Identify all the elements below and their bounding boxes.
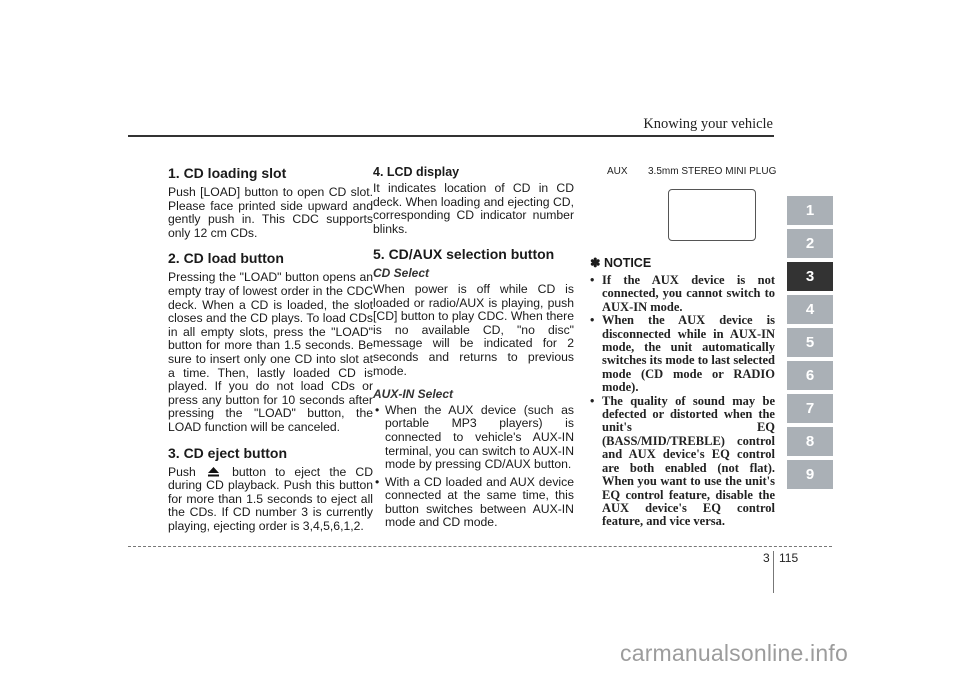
aux-select-subtitle: AUX-IN Select [373, 387, 454, 402]
column-left [168, 165, 373, 533]
section-cd-load-button-title: 2. CD load button [168, 250, 284, 267]
section-lcd-display-body: It indicates location of CD in CD deck. When loading and ejecting CD, corresponding CD indicator number blinks. [373, 181, 574, 236]
chapter-tab-4[interactable]: 4 [787, 295, 833, 324]
running-header: Knowing your vehicle [643, 116, 773, 132]
chapter-tab-7[interactable]: 7 [787, 394, 833, 423]
notice-title: ✽ NOTICE [590, 256, 652, 270]
eject-icon [205, 466, 223, 480]
aux-select-list [373, 404, 574, 530]
eject-text-pre: Push [168, 464, 196, 479]
list-item: • The quality of sound may be defected or distorted when the unit's EQ (BASS/MID/TREBLE) control and AUX device's EQ control are both enabled (not flat). When you want to use the unit's EQ control feature, disable the AUX device's EQ control feature, and vice versa. [590, 395, 775, 529]
section-cd-eject-button-title: 3. CD eject button [168, 444, 288, 461]
chapter-tab-8[interactable]: 8 [787, 427, 833, 456]
section-cd-aux-title: 5. CD/AUX selection button [373, 246, 555, 263]
eject-text-post: button to eject the CD during CD playback. Push this button for more than 1.5 seconds to eject all the CDs. If CD number 3 is currently playing, ejecting order is 3,4,5,6,1,2. [168, 464, 374, 533]
chapter-tab-3[interactable]: 3 [787, 262, 833, 291]
notice-box [590, 255, 775, 529]
chapter-tab-6[interactable]: 6 [787, 361, 833, 390]
list-item: • With a CD loaded and AUX device connected at the same time, this button switches between AUX-IN mode and CD mode. [373, 476, 574, 530]
header-rule [128, 135, 774, 137]
section-cd-loading-slot-title: 1. CD loading slot [168, 165, 287, 181]
notice-list [590, 274, 775, 529]
page-divider [773, 551, 774, 593]
chapter-tab-9[interactable]: 9 [787, 460, 833, 489]
section-cd-load-button-body: Pressing the "LOAD" button opens an empty tray of lowest order in the CDC deck. When a CD is loaded, the slot closes and the CD plays. To load CDs in all empty slots, press the "LOAD" button for more than 1.5 seconds. Be sure to insert only one CD into slot at a time. Then, lastly loaded CD is played. If you do not load CDs or press any button for 10 seconds after pressing the "LOAD" button, the LOAD function will be canceled. [168, 270, 373, 434]
cd-select-subtitle: CD Select [373, 266, 430, 281]
chapter-tab-5[interactable]: 5 [787, 328, 833, 357]
page-chapter: 3 [763, 551, 770, 565]
list-item: • If the AUX device is not connected, you cannot switch to AUX-IN mode. [590, 274, 775, 314]
column-middle [373, 165, 574, 534]
footer-rule [128, 546, 832, 547]
chapter-tab-2[interactable]: 2 [787, 229, 833, 258]
stereo-plug-label: 3.5mm STEREO MINI PLUG [648, 166, 777, 177]
watermark: carmanualsonline.info [620, 640, 848, 666]
list-item: • When the AUX device (such as portable MP3 players) is connected to vehicle's AUX-IN terminal, you can switch to AUX-IN mode by pressing CD/AUX button. [373, 404, 574, 472]
aux-diagram-box [668, 189, 756, 241]
cd-select-body: When power is off while CD is loaded or radio/AUX is playing, push [CD] button to play CDC. When there is no available CD, "no disc" message will be indicated for 2 seconds and returns to previous mode. [373, 281, 574, 378]
section-cd-eject-button-body [168, 466, 373, 534]
page-number: 115 [779, 551, 799, 565]
aux-label: AUX [607, 166, 628, 177]
section-cd-loading-slot-body: Push [LOAD] button to open CD slot. Please face printed side upward and gently push in. This CDC supports only 12 cm CDs. [168, 185, 373, 240]
list-item: • When the AUX device is disconnected while in AUX-IN mode, the unit automatically switches its mode to last selected mode (CD mode or RADIO mode). [590, 314, 775, 394]
chapter-tab-1[interactable]: 1 [787, 196, 833, 225]
section-lcd-display-title: 4. LCD display [373, 165, 460, 179]
